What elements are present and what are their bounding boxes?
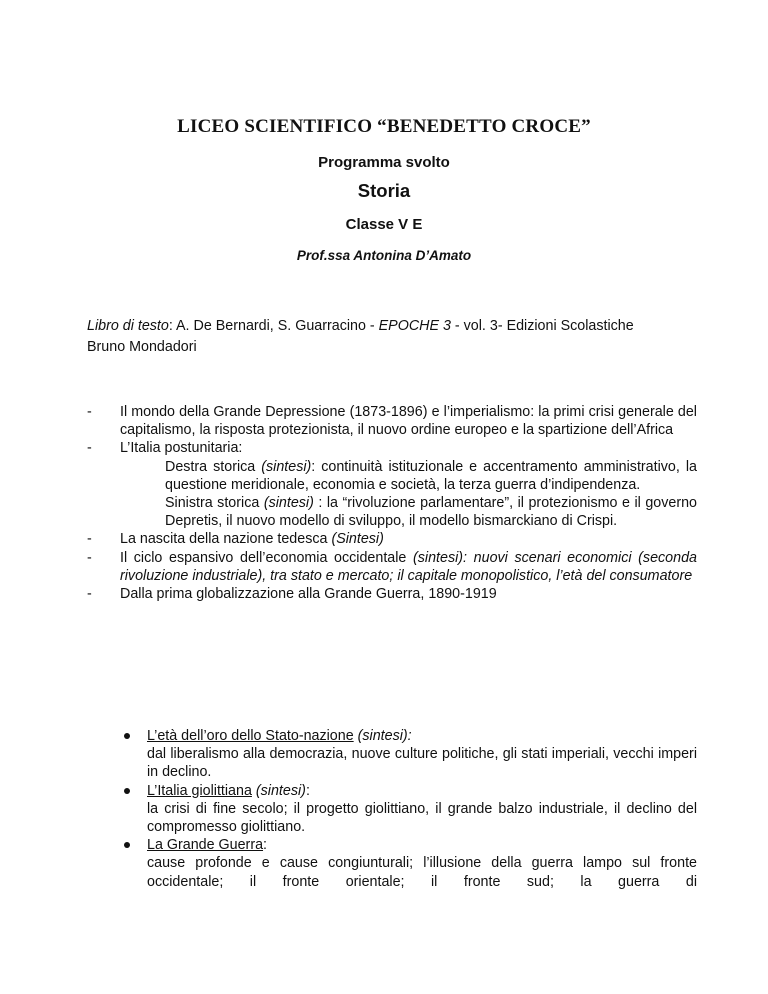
class-heading: Classe V E bbox=[345, 216, 423, 233]
item-text: Il mondo della Grande Depressione (1873-1896) e l’imperialismo: la primi crisi generale del capitalismo, la risposta protezionista, il nuovo ordine europeo e la spartizione dell’Africa bbox=[120, 404, 697, 439]
sub-italic: (sintesi) bbox=[263, 495, 314, 512]
bullet-colon: : bbox=[263, 837, 268, 854]
textbook-publisher: - vol. 3- Edizioni Scolastiche bbox=[450, 318, 634, 334]
item-text: La nascita della nazione tedesca bbox=[120, 531, 332, 548]
sub-rest: : la “rivoluzione parlamentare”, il protezionismo e il governo Depretis, il nuovo modello di sviluppo, il modello bismarckiano di Crispi. bbox=[165, 495, 697, 530]
bullet-item bbox=[120, 727, 697, 782]
school-name: LICEO SCIENTIFICO “BENEDETTO CROCE” bbox=[177, 116, 591, 137]
textbook-publisher-line2: Bruno Mondadori bbox=[87, 339, 197, 355]
bullet-item bbox=[120, 836, 697, 891]
textbook-authors: A. De Bernardi, S. Guarracino - bbox=[176, 318, 379, 334]
dash-marker: - bbox=[87, 531, 92, 548]
item-text: L’Italia postunitaria: bbox=[120, 440, 243, 457]
sub-paragraph bbox=[120, 458, 697, 494]
bullet-colon: : bbox=[305, 782, 310, 799]
textbook-title: EPOCHE 3 bbox=[378, 318, 451, 334]
list-item bbox=[87, 403, 697, 439]
textbook-label: Libro di testo bbox=[87, 318, 169, 334]
bullet-title: L’Italia giolittiana bbox=[147, 782, 252, 799]
sub-rest: : continuità istituzionale e accentramento amministrativo, la questione meridionale, economia e società, la terza guerra d’indipendenza. bbox=[165, 458, 697, 493]
item-text: Dalla prima globalizzazione alla Grande Guerra, 1890-1919 bbox=[120, 586, 497, 603]
bullet-body: cause profonde e cause congiunturali; l’illusione della guerra lampo sul fronte occidentale; il fronte orientale; il fronte sud; la guerra di bbox=[147, 855, 697, 890]
dash-marker: - bbox=[87, 404, 92, 420]
teacher-name: Prof.ssa Antonina D’Amato bbox=[296, 248, 472, 263]
item-text: Il ciclo espansivo dell’economia occidentale bbox=[120, 549, 414, 566]
textbook-reference bbox=[87, 316, 677, 358]
bullet-item bbox=[120, 782, 697, 837]
item-italic: (Sintesi) bbox=[331, 531, 384, 548]
sub-italic: (sintesi) bbox=[261, 458, 312, 475]
textbook-colon: : bbox=[168, 318, 177, 334]
sub-lead: Sinistra storica bbox=[165, 495, 264, 512]
bullet-icon bbox=[124, 733, 130, 739]
item-italic: (sintesi): nuovi scenari economici (seconda rivoluzione industriale), tra stato e mercato; il capitale monopolistico, l’età del consumatore bbox=[120, 549, 697, 584]
topic-list bbox=[87, 403, 697, 603]
program-heading: Programma svolto bbox=[318, 154, 450, 171]
bullet-icon bbox=[124, 842, 130, 848]
list-item bbox=[87, 549, 697, 585]
sub-lead: Destra storica bbox=[165, 458, 262, 475]
list-item bbox=[87, 530, 697, 548]
dash-marker: - bbox=[87, 440, 92, 457]
bullet-body: dal liberalismo alla democrazia, nuove culture politiche, gli stati imperiali, vecchi imperi in declino. bbox=[147, 746, 697, 781]
bullet-italic: (sintesi): bbox=[353, 728, 412, 744]
bullet-icon bbox=[124, 788, 130, 794]
subject-heading: Storia bbox=[357, 180, 411, 201]
dash-marker: - bbox=[87, 549, 92, 566]
sub-paragraph bbox=[120, 494, 697, 530]
dash-marker: - bbox=[87, 586, 92, 603]
bullet-title: La Grande Guerra bbox=[147, 837, 264, 854]
bullet-italic: (sintesi) bbox=[251, 782, 306, 799]
list-item bbox=[87, 439, 697, 530]
list-item bbox=[87, 585, 697, 603]
subtopic-bullet-list bbox=[120, 727, 697, 891]
bullet-title: L’età dell’oro dello Stato-nazione bbox=[147, 728, 354, 744]
bullet-body: la crisi di fine secolo; il progetto giolittiano, il grande balzo industriale, il declino del compromesso giolittiano. bbox=[147, 800, 697, 836]
